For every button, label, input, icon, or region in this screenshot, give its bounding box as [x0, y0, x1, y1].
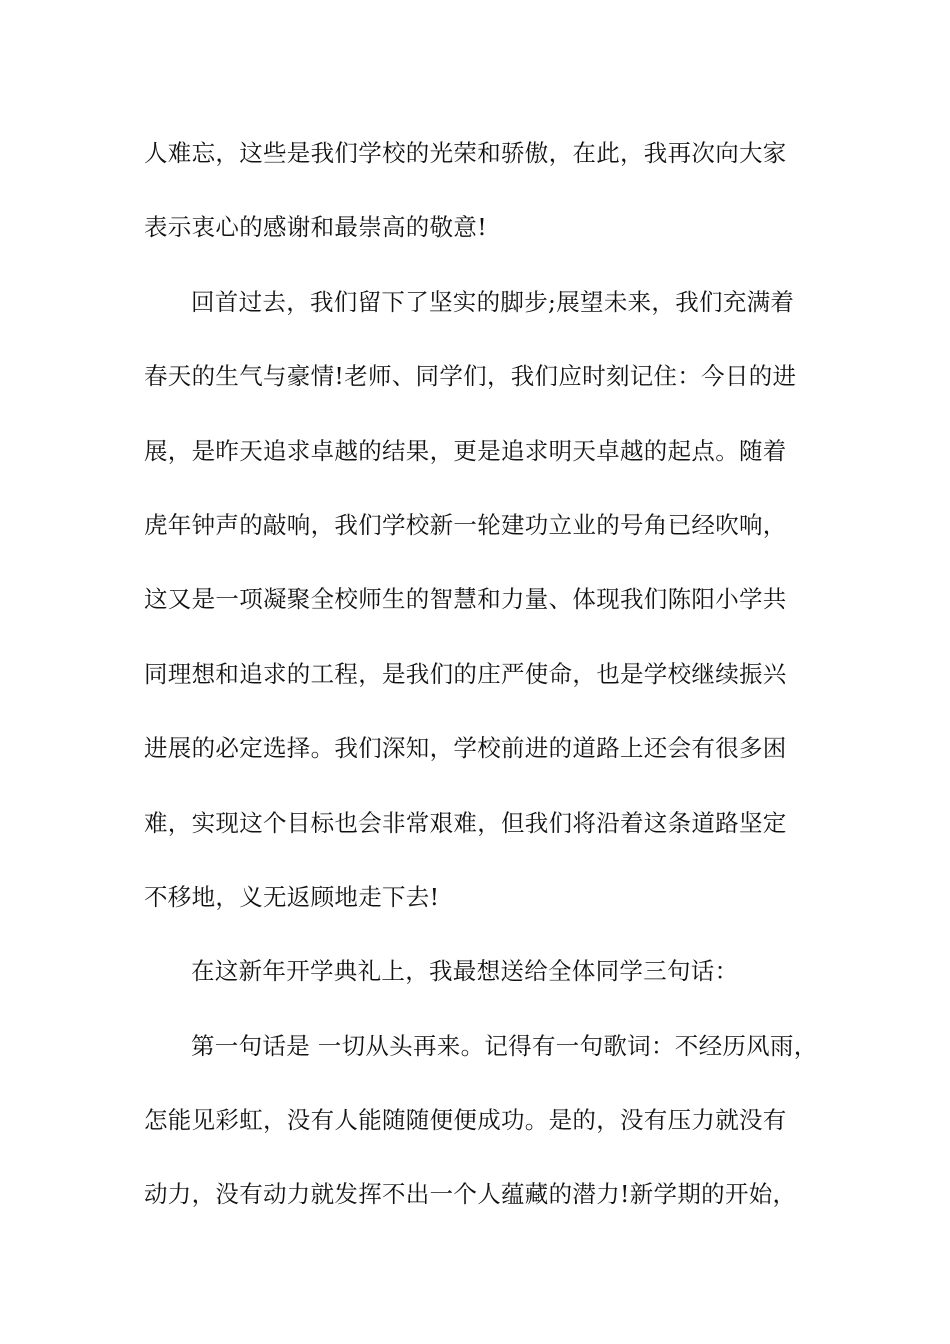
text-line-4: 春天的生气与豪情!老师、同学们，我们应时刻记住：今日的进 [144, 362, 797, 391]
text-line-3: 回首过去，我们留下了坚实的脚步;展望未来，我们充满着 [191, 287, 795, 316]
text-line-6: 虎年钟声的敲响，我们学校新一轮建功立业的号角已经吹响， [144, 510, 787, 539]
text-line-13: 第一句话是 一切从头再来。记得有一句歌词：不经历风雨， [191, 1031, 818, 1060]
text-line-2: 表示衷心的感谢和最崇高的敬意! [144, 213, 487, 242]
text-line-8: 同理想和追求的工程，是我们的庄严使命，也是学校继续振兴 [144, 659, 787, 688]
text-line-5: 展，是昨天追求卓越的结果，更是追求明天卓越的起点。随着 [144, 436, 787, 465]
text-line-1: 人难忘，这些是我们学校的光荣和骄傲，在此，我再次向大家 [144, 139, 787, 167]
document-body [144, 128, 824, 1244]
text-line-10: 难，实现这个目标也会非常艰难，但我们将沿着这条道路坚定 [144, 808, 787, 837]
text-line-12: 在这新年开学典礼上，我最想送给全体同学三句话： [191, 957, 739, 986]
text-line-7: 这又是一项凝聚全校师生的智慧和力量、体现我们陈阳小学共 [144, 585, 787, 614]
text-line-11: 不移地，义无返顾地走下去! [144, 882, 440, 911]
text-line-14: 怎能见彩虹，没有人能随随便便成功。是的，没有压力就没有 [144, 1106, 787, 1135]
text-line-9: 进展的必定选择。我们深知，学校前进的道路上还会有很多困 [144, 734, 787, 763]
text-line-15: 动力，没有动力就发挥不出一个人蕴藏的潜力!新学期的开始， [144, 1180, 797, 1209]
